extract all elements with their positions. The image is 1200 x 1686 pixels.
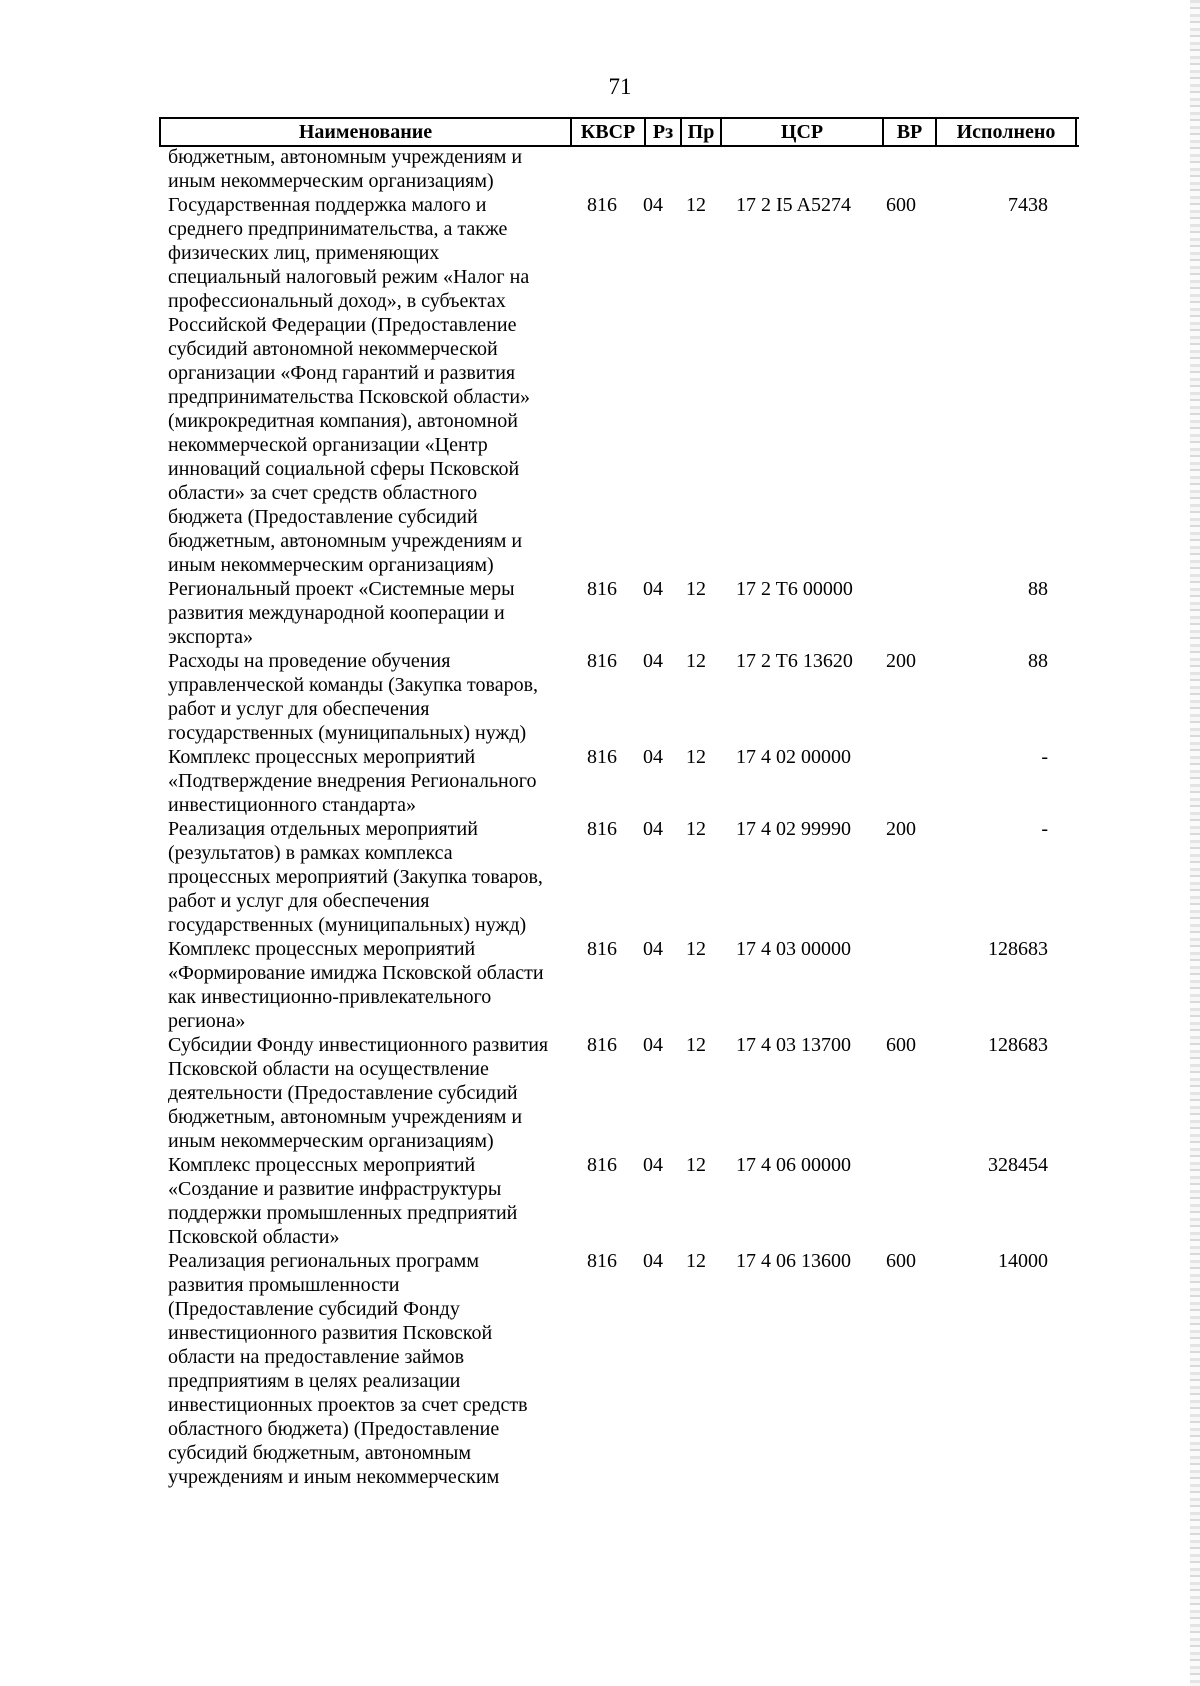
table-row [0, 1033, 1200, 1153]
table-row [0, 937, 1200, 1033]
row-vr: 600 [886, 1034, 916, 1056]
table-body [0, 145, 1200, 1489]
row-vr: 200 [886, 818, 916, 840]
row-name: Субсидии Фонду инвестиционного развития Псковской области на осуществление деятельности (Предоставление субсидий бюджетным, автономным учреждениям и иным некоммерческим организациям) [168, 1034, 549, 1152]
row-kvsr: 816 [587, 578, 617, 600]
row-pr: 12 [686, 818, 706, 840]
row-rz: 04 [643, 1250, 663, 1272]
row-rz: 04 [643, 1154, 663, 1176]
row-csr: 17 2 I5 A5274 [736, 194, 851, 216]
row-kvsr: 816 [587, 1250, 617, 1272]
table-header [159, 117, 1079, 147]
row-ispolneno: 128683 [988, 938, 1048, 960]
row-kvsr: 816 [587, 1034, 617, 1056]
row-rz: 04 [643, 578, 663, 600]
table-row [0, 817, 1200, 937]
row-csr: 17 4 02 99990 [736, 818, 851, 840]
row-ispolneno: - [1041, 818, 1048, 840]
row-kvsr: 816 [587, 650, 617, 672]
row-csr: 17 4 03 13700 [736, 1034, 851, 1056]
row-name: Комплекс процессных мероприятий «Подтверждение внедрения Регионального инвестиционного стандарта» [168, 746, 537, 816]
row-csr: 17 4 06 13600 [736, 1250, 851, 1272]
row-pr: 12 [686, 578, 706, 600]
row-vr: 600 [886, 194, 916, 216]
header-vr: ВР [882, 119, 937, 145]
table-row [0, 649, 1200, 745]
row-ispolneno: 7438 [1008, 194, 1048, 216]
row-csr: 17 2 T6 13620 [736, 650, 853, 672]
row-ispolneno: 88 [1028, 578, 1048, 600]
row-csr: 17 4 03 00000 [736, 938, 851, 960]
table-row [0, 745, 1200, 817]
row-rz: 04 [643, 650, 663, 672]
row-name: Региональный проект «Системные меры развития международной кооперации и экспорта» [168, 578, 515, 648]
header-csr: ЦСР [780, 121, 824, 143]
row-rz: 04 [643, 746, 663, 768]
row-pr: 12 [686, 1034, 706, 1056]
row-name: Комплекс процессных мероприятий «Формирование имиджа Псковской области как инвестиционно-привлекательного региона» [168, 938, 544, 1032]
row-pr: 12 [686, 194, 706, 216]
row-kvsr: 816 [587, 818, 617, 840]
header-rz: Рз [646, 119, 682, 145]
row-rz: 04 [643, 1034, 663, 1056]
header-name: Наименование [161, 119, 572, 145]
row-csr: 17 4 02 00000 [736, 746, 851, 768]
row-name: Реализация отдельных мероприятий (результатов) в рамках комплекса процессных мероприятий (Закупка товаров, работ и услуг для обеспечения государственных (муниципальных) нужд) [168, 818, 543, 936]
row-rz: 04 [643, 818, 663, 840]
row-name: бюджетным, автономным учреждениям и иным некоммерческим организациям) [168, 146, 523, 192]
row-pr: 12 [686, 1154, 706, 1176]
row-kvsr: 816 [587, 1154, 617, 1176]
row-name: Расходы на проведение обучения управленческой команды (Закупка товаров, работ и услуг для обеспечения государственных (муниципальных) нужд) [168, 650, 539, 744]
row-pr: 12 [686, 1250, 706, 1272]
row-ispolneno: 88 [1028, 650, 1048, 672]
row-kvsr: 816 [587, 194, 617, 216]
row-ispolneno: - [1041, 746, 1048, 768]
row-csr: 17 4 06 00000 [736, 1154, 851, 1176]
row-rz: 04 [643, 194, 663, 216]
row-ispolneno: 14000 [998, 1250, 1048, 1272]
row-name: Государственная поддержка малого и среднего предпринимательства, а также физических лиц, применяющих специальный налоговый режим «Налог на профессиональный доход», в субъектах Российской Федерации (Предоставление субсидий автономной некоммерческой организации «Фонд гарантий и развития предпринимательства Псковской области» (микрокредитная компания), автономной некоммерческой организации «Центр инноваций социальной сферы Псковской области» за счет средств областного бюджета (Предоставление субсидий бюджетным, автономным учреждениям и иным некоммерческим организациям) [168, 194, 531, 576]
row-ispolneno: 328454 [988, 1154, 1048, 1176]
table-row [0, 577, 1200, 649]
table-row [0, 145, 1200, 193]
row-csr: 17 2 T6 00000 [736, 578, 853, 600]
row-name: Комплекс процессных мероприятий «Создание и развитие инфраструктуры поддержки промышленных предприятий Псковской области» [168, 1154, 518, 1248]
row-kvsr: 816 [587, 746, 617, 768]
table-row [0, 1249, 1200, 1489]
header-ispolneno: Исполнено [937, 119, 1077, 145]
row-pr: 12 [686, 746, 706, 768]
row-pr: 12 [686, 650, 706, 672]
row-pr: 12 [686, 938, 706, 960]
table-row [0, 1153, 1200, 1249]
header-pr: Пр [682, 119, 722, 145]
row-vr: 600 [886, 1250, 916, 1272]
row-name: Реализация региональных программ развития промышленности (Предоставление субсидий Фонду инвестиционного развития Псковской области на предоставление займов предприятиям в целях реализации инвестиционных проектов за счет средств областного бюджета) (Предоставление субсидий бюджетным, автономным учреждениям и иным некоммерческим [168, 1250, 528, 1488]
header-kvsr: КВСР [572, 119, 646, 145]
row-kvsr: 816 [587, 938, 617, 960]
row-vr: 200 [886, 650, 916, 672]
row-rz: 04 [643, 938, 663, 960]
row-ispolneno: 128683 [988, 1034, 1048, 1056]
page-number: 71 [608, 74, 632, 99]
table-row [0, 193, 1200, 577]
